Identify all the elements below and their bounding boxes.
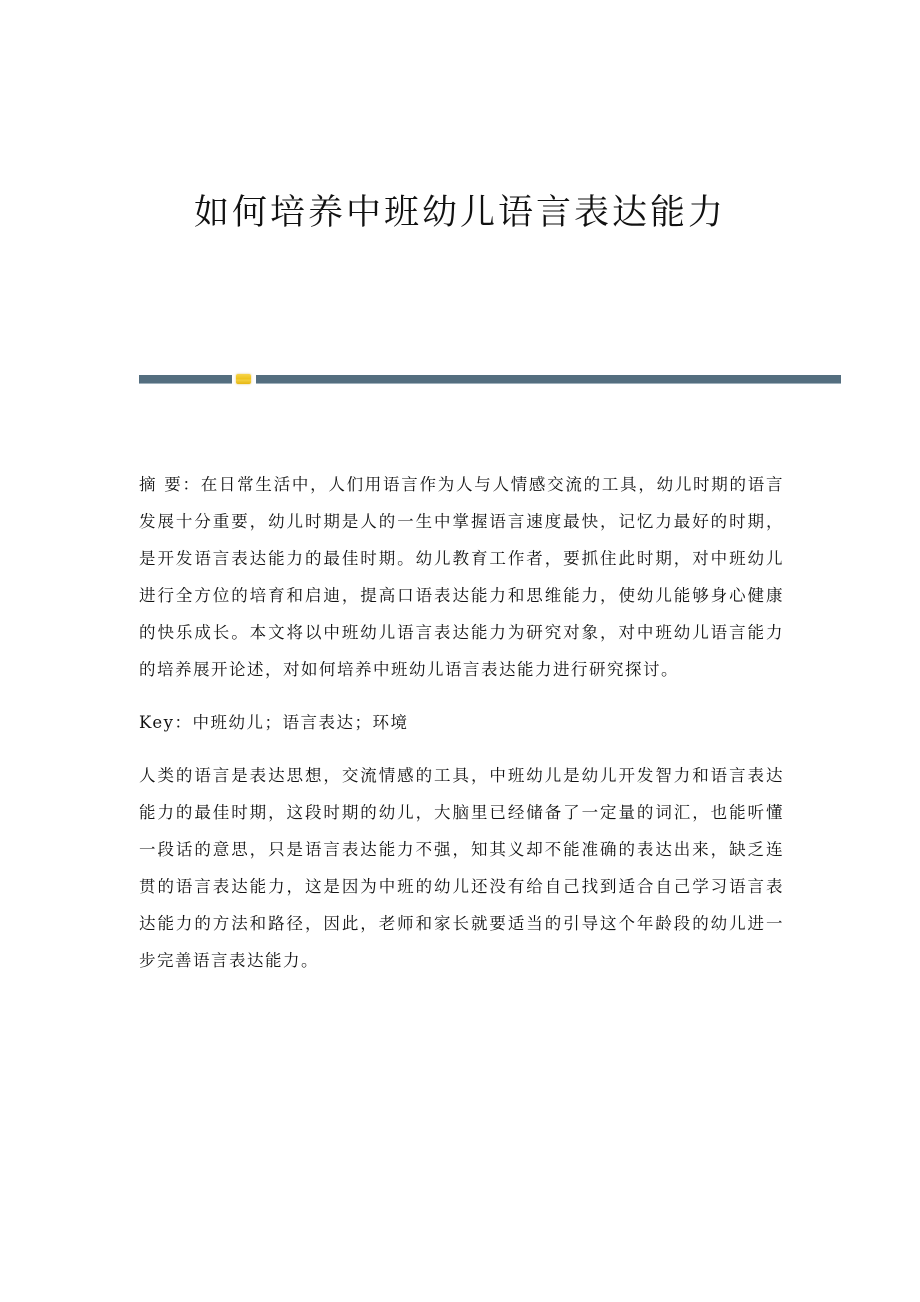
divider-ornament-icon <box>236 374 251 384</box>
title-divider <box>139 374 841 384</box>
document-body <box>139 466 784 979</box>
divider-bar-right <box>256 375 841 384</box>
keywords-line: Key：中班幼儿；语言表达；环境 <box>139 713 409 732</box>
body-paragraph: 人类的语言是表达思想，交流情感的工具，中班幼儿是幼儿开发智力和语言表达能力的最佳时期，这段时期的幼儿，大脑里已经储备了一定量的词汇，也能听懂一段话的意思，只是语言表达能力不强，知其义却不能准确的表达出来，缺乏连贯的语言表达能力，这是因为中班的幼儿还没有给自己找到适合自己学习语言表达能力的方法和路径，因此，老师和家长就要适当的引导这个年龄段的幼儿进一步完善语言表达能力。 <box>139 766 784 970</box>
abstract-paragraph: 摘 要：在日常生活中，人们用语言作为人与人情感交流的工具，幼儿时期的语言发展十分重要，幼儿时期是人的一生中掌握语言速度最快，记忆力最好的时期，是开发语言表达能力的最佳时期。幼儿教育工作者，要抓住此时期，对中班幼儿进行全方位的培育和启迪，提高口语表达能力和思维能力，使幼儿能够身心健康的快乐成长。本文将以中班幼儿语言表达能力为研究对象，对中班幼儿语言能力的培养展开论述，对如何培养中班幼儿语言表达能力进行研究探讨。 <box>139 475 784 679</box>
divider-bar-left <box>139 375 232 384</box>
document-title: 如何培养中班幼儿语言表达能力 <box>193 193 726 233</box>
